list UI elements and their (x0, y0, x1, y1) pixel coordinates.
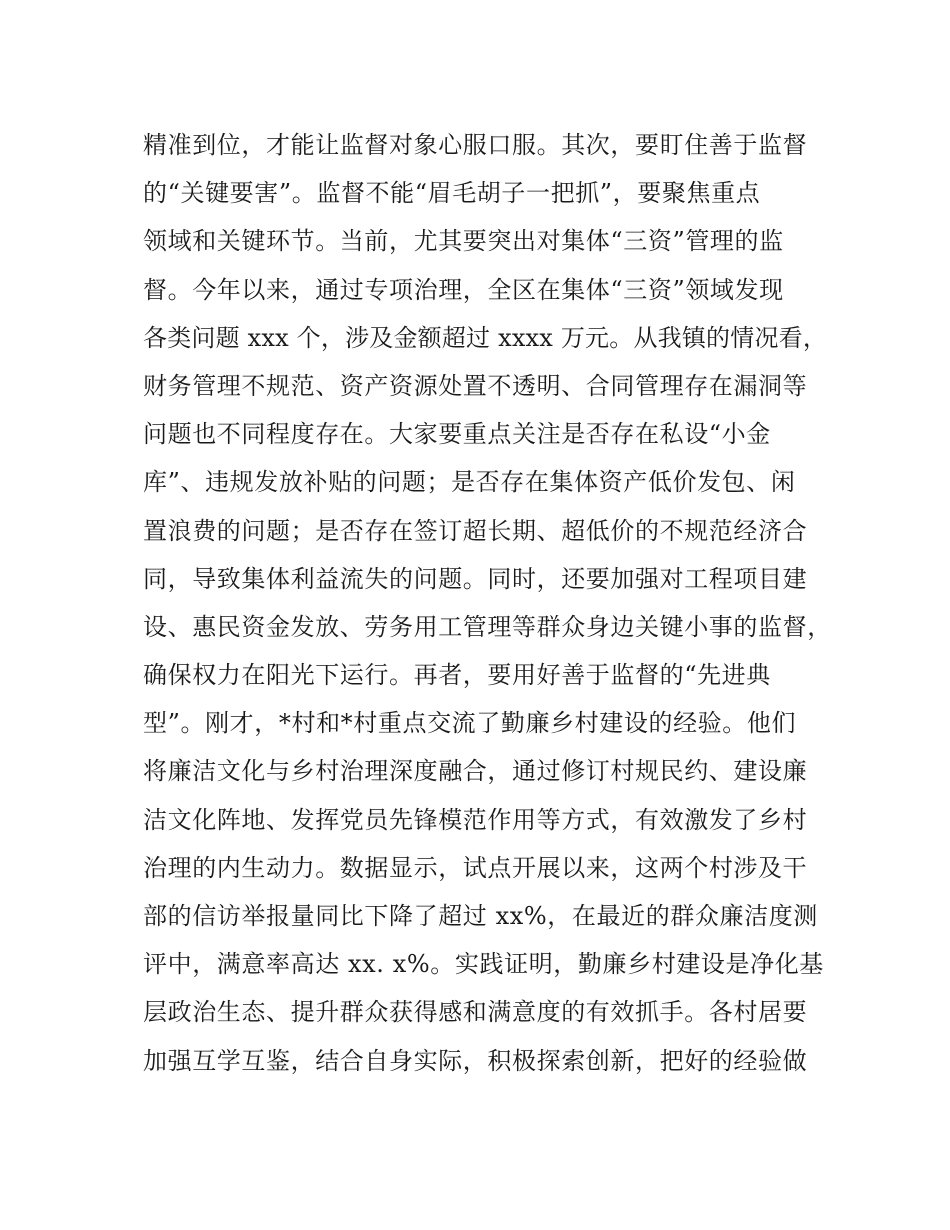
text-line-10: 同，导致集体利益流失的问题。同时，还要加强对工程项目建 (143, 564, 808, 593)
text-line-20: 加强互学互鉴，结合自身实际，积极探索创新，把好的经验做 (143, 1046, 808, 1075)
text-line-12: 确保权力在阳光下运行。再者，要用好善于监督的“先进典 (143, 661, 771, 690)
text-line-16: 治理的内生动力。数据显示，试点开展以来，这两个村涉及干 (143, 853, 808, 882)
text-line-5: 各类问题 xxx 个，涉及金额超过 xxxx 万元。从我镇的情况看， (143, 323, 828, 352)
text-line-17: 部的信访举报量同比下降了超过 xx%，在最近的群众廉洁度测 (143, 902, 818, 930)
text-line-14: 将廉洁文化与乡村治理深度融合，通过修订村规民约、建设廉 (143, 757, 808, 786)
text-line-19: 层政治生态、提升群众获得感和满意度的有效抓手。各村居要 (143, 998, 808, 1027)
body-paragraph (143, 121, 833, 1085)
text-line-9: 置浪费的问题；是否存在签订超长期、超低价的不规范经济合 (143, 516, 808, 545)
text-line-4: 督。今年以来，通过专项治理，全区在集体“三资”领域发现 (143, 275, 784, 304)
text-line-11: 设、惠民资金发放、劳务用工管理等群众身边关键小事的监督， (143, 612, 832, 641)
text-line-8: 库”、违规发放补贴的问题；是否存在集体资产低价发包、闲 (143, 468, 796, 497)
text-line-3: 领域和关键环节。当前，尤其要突出对集体“三资”管理的监 (143, 227, 784, 256)
text-line-6: 财务管理不规范、资产资源处置不透明、合同管理存在漏洞等 (143, 371, 808, 400)
text-line-2: 的“关键要害”。监督不能“眉毛胡子一把抓”，要聚焦重点 (143, 179, 761, 208)
text-line-15: 洁文化阵地、发挥党员先锋模范作用等方式，有效激发了乡村 (143, 805, 808, 834)
text-line-1: 精准到位，才能让监督对象心服口服。其次，要盯住善于监督 (143, 131, 808, 159)
text-line-18: 评中，满意率高达 xx. x%。实践证明，勤廉乡村建设是净化基 (143, 950, 824, 979)
text-line-13: 型”。刚才，*村和*村重点交流了勤廉乡村建设的经验。他们 (143, 709, 797, 738)
text-line-7: 问题也不同程度存在。大家要重点关注是否存在私设“小金 (143, 420, 771, 449)
